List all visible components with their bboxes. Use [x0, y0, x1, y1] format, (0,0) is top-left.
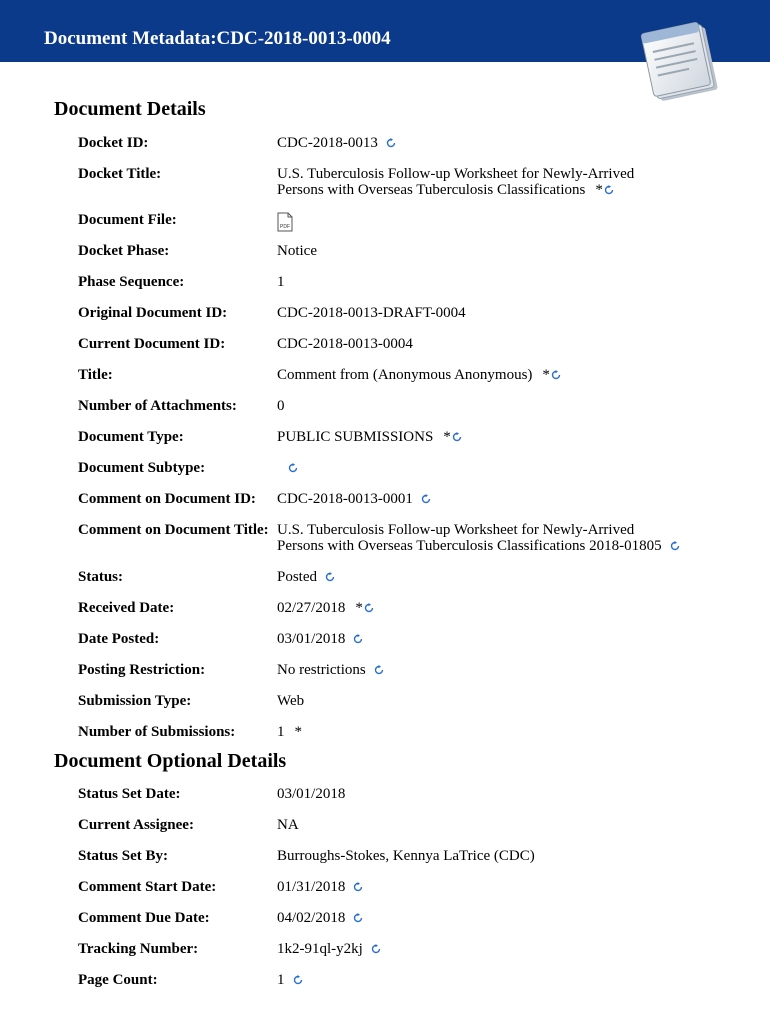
field-value-text: Posted	[277, 569, 318, 585]
refresh-link-icon[interactable]	[452, 432, 462, 442]
field-label: Document Type:	[78, 429, 184, 445]
field-value	[277, 600, 747, 616]
field-label: Phase Sequence:	[78, 274, 185, 290]
field-label: Posting Restriction:	[78, 662, 206, 678]
field-value	[277, 817, 747, 833]
star-marker: *	[595, 182, 603, 198]
refresh-link-icon[interactable]	[604, 185, 614, 195]
refresh-link-icon[interactable]	[353, 634, 363, 644]
field-value	[277, 724, 747, 740]
field-label: Comment Due Date:	[78, 910, 210, 926]
field-value	[277, 569, 747, 585]
field-value	[277, 212, 747, 232]
field-value-text: Web	[277, 693, 305, 709]
field-value-text: U.S. Tuberculosis Follow-up Worksheet for Newly-Arrived	[277, 166, 635, 182]
field-value-text-line2: Persons with Overseas Tuberculosis Classifications 2018-01805	[277, 538, 662, 554]
field-label: Document Subtype:	[78, 460, 206, 476]
field-value-text: Notice	[277, 243, 317, 259]
refresh-link-icon[interactable]	[670, 541, 680, 551]
field-value-text: CDC-2018-0013-0001	[277, 491, 413, 507]
field-label: Status Set Date:	[78, 786, 181, 802]
document-stack-icon	[640, 18, 726, 110]
refresh-link-icon[interactable]	[386, 138, 396, 148]
field-value	[277, 274, 747, 290]
field-value-text: Comment from (Anonymous Anonymous)	[277, 367, 533, 383]
star-marker: *	[443, 429, 451, 445]
field-label: Status:	[78, 569, 124, 585]
field-label: Date Posted:	[78, 631, 160, 647]
field-label: Document File:	[78, 212, 177, 228]
refresh-link-icon[interactable]	[353, 913, 363, 923]
page-title: Document Metadata:CDC-2018-0013-0004	[44, 28, 391, 49]
field-value-text: Burroughs-Stokes, Kennya LaTrice (CDC)	[277, 848, 535, 864]
field-label: Docket ID:	[78, 135, 149, 151]
field-value	[277, 941, 747, 957]
field-value-text: U.S. Tuberculosis Follow-up Worksheet for Newly-Arrived	[277, 522, 635, 538]
field-value-text: 1	[277, 972, 285, 988]
field-label: Current Assignee:	[78, 817, 194, 833]
field-value-text: 03/01/2018	[277, 631, 346, 647]
field-value	[277, 491, 747, 507]
field-label: Comment Start Date:	[78, 879, 217, 895]
refresh-link-icon[interactable]	[421, 494, 431, 504]
field-value-text: CDC-2018-0013	[277, 135, 378, 151]
field-value	[277, 166, 747, 198]
field-value-text: CDC-2018-0013-DRAFT-0004	[277, 305, 466, 321]
field-label: Docket Title:	[78, 166, 162, 182]
document-details-heading: Document Details	[54, 98, 206, 120]
field-label: Submission Type:	[78, 693, 192, 709]
field-label: Docket Phase:	[78, 243, 170, 259]
field-value	[277, 848, 747, 864]
field-value-text: 1	[277, 724, 285, 740]
field-label: Received Date:	[78, 600, 175, 616]
pdf-file-icon-text: PDF	[280, 224, 290, 230]
refresh-link-icon[interactable]	[353, 882, 363, 892]
field-value	[277, 693, 747, 709]
field-value	[277, 336, 747, 352]
field-value	[277, 786, 747, 802]
field-value-text: PUBLIC SUBMISSIONS	[277, 429, 434, 445]
field-label: Number of Submissions:	[78, 724, 236, 740]
field-value-text: NA	[277, 817, 299, 833]
field-value	[277, 243, 747, 259]
field-label: Original Document ID:	[78, 305, 228, 321]
field-value	[277, 367, 747, 383]
refresh-link-icon[interactable]	[374, 665, 384, 675]
star-marker: *	[542, 367, 550, 383]
document-optional-details-heading: Document Optional Details	[54, 750, 287, 772]
star-marker: *	[355, 600, 363, 616]
field-value	[277, 460, 747, 476]
field-value	[277, 305, 747, 321]
field-value-text: 04/02/2018	[277, 910, 346, 926]
field-value-text: 1k2-91ql-y2kj	[277, 941, 363, 957]
refresh-link-icon[interactable]	[364, 603, 374, 613]
field-value	[277, 429, 747, 445]
field-label: Comment on Document ID:	[78, 491, 256, 507]
field-value	[277, 398, 747, 414]
field-value	[277, 910, 747, 926]
field-value-text: No restrictions	[277, 662, 366, 678]
field-value-text: CDC-2018-0013-0004	[277, 336, 413, 352]
field-value-text-line2: Persons with Overseas Tuberculosis Classifications	[277, 182, 586, 198]
field-value	[277, 662, 747, 678]
field-label: Number of Attachments:	[78, 398, 237, 414]
refresh-link-icon[interactable]	[325, 572, 335, 582]
field-value	[277, 522, 747, 554]
field-value-text: 01/31/2018	[277, 879, 346, 895]
refresh-link-icon[interactable]	[288, 463, 298, 473]
field-value	[277, 972, 747, 988]
field-label: Status Set By:	[78, 848, 169, 864]
field-value	[277, 135, 747, 151]
field-label: Comment on Document Title:	[78, 522, 269, 538]
refresh-link-icon[interactable]	[293, 975, 303, 985]
field-label: Current Document ID:	[78, 336, 226, 352]
field-value	[277, 631, 747, 647]
field-value-text: 03/01/2018	[277, 786, 346, 802]
pdf-file-icon[interactable]	[277, 212, 293, 232]
field-label: Page Count:	[78, 972, 158, 988]
field-label: Title:	[78, 367, 113, 383]
field-value	[277, 879, 747, 895]
refresh-link-icon[interactable]	[371, 944, 381, 954]
refresh-link-icon[interactable]	[551, 370, 561, 380]
field-value-text: 0	[277, 398, 285, 414]
field-label: Tracking Number:	[78, 941, 199, 957]
field-value-text: 1	[277, 274, 285, 290]
star-marker: *	[294, 724, 302, 740]
field-value-text: 02/27/2018	[277, 600, 346, 616]
